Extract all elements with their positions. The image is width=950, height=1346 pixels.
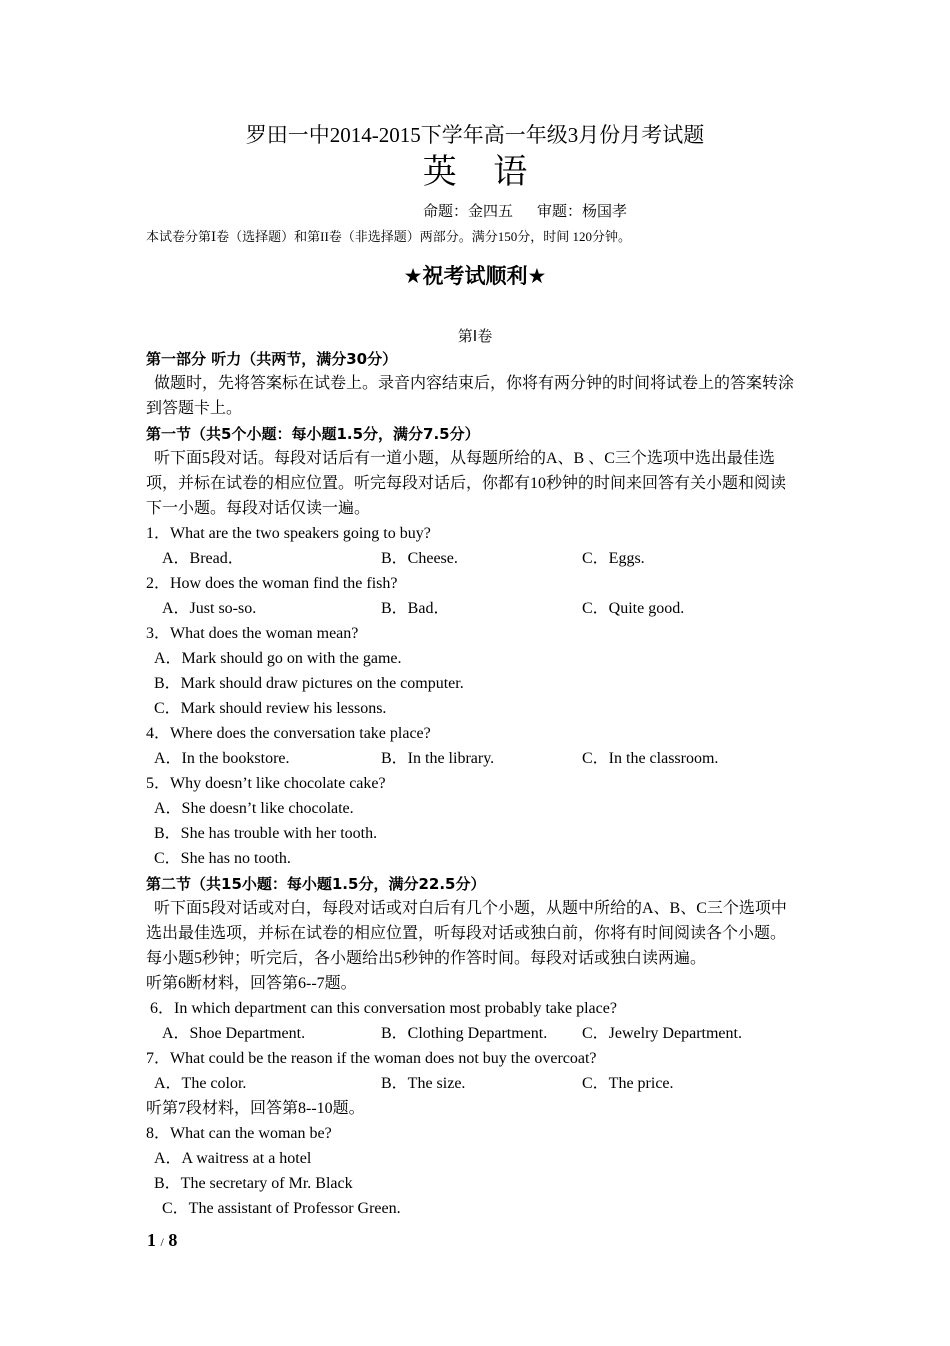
section2-intro-2: 选出最佳选项，并标在试卷的相应位置，听每段对话或独白前，你将有时间阅读各个小题。 bbox=[146, 925, 787, 942]
question-2: 2．How does the woman find the fish? bbox=[146, 575, 398, 592]
q1-option-c: C．Eggs. bbox=[582, 550, 645, 567]
subject-title: 英 语 bbox=[422, 154, 542, 191]
part1-intro-1: 做题时，先将答案标在试卷上。录音内容结束后，你将有两分钟的时间将试卷上的答案转涂 bbox=[154, 375, 795, 392]
section1-heading: 第一节（共5个小题：每小题1.5分，满分7.5分） bbox=[146, 425, 480, 443]
question-8: 8．What can the woman be? bbox=[146, 1125, 332, 1142]
q7-option-c: C．The price. bbox=[582, 1075, 674, 1092]
q4-option-c: C．In the classroom. bbox=[582, 750, 719, 767]
q6-option-a: A．Shoe Department. bbox=[162, 1025, 306, 1042]
q8-option-a: A．A waitress at a hotel bbox=[154, 1150, 312, 1167]
q8-option-c: C．The assistant of Professor Green. bbox=[162, 1200, 401, 1217]
part1-heading: 第一部分 听力（共两节，满分30分） bbox=[146, 350, 398, 368]
q1-option-a: A．Bread． bbox=[162, 550, 244, 567]
q4-option-b: B．In the library. bbox=[381, 750, 495, 767]
q5-option-c: C．She has no tooth. bbox=[154, 850, 291, 867]
question-7: 7．What could be the reason if the woman does not buy the overcoat? bbox=[146, 1050, 597, 1067]
question-4: 4．Where does the conversation take place? bbox=[146, 725, 431, 742]
authors-line bbox=[423, 200, 627, 221]
material-6-instruction: 听第6断材料，回答第6--7题。 bbox=[146, 975, 357, 992]
section1-intro-3: 下一小题。每段对话仅读一遍。 bbox=[146, 500, 371, 517]
question-1: 1．What are the two speakers going to buy? bbox=[146, 525, 431, 542]
material-7-instruction: 听第7段材料，回答第8--10题。 bbox=[146, 1100, 365, 1117]
q6-option-c: C．Jewelry Department. bbox=[582, 1025, 742, 1042]
exam-title: 罗田一中2014-2015下学年高一年级3月份月考试题 bbox=[245, 123, 705, 147]
setter: 命题：金四五 bbox=[423, 204, 514, 220]
question-6: 6．In which department can this conversation most probably take place? bbox=[150, 1000, 617, 1017]
q2-option-a: A．Just so-so. bbox=[162, 600, 257, 617]
q7-option-b: B．The size. bbox=[381, 1075, 466, 1092]
q1-option-b: B．Cheese. bbox=[381, 550, 458, 567]
q5-option-a: A．She doesn’t like chocolate. bbox=[154, 800, 354, 817]
q7-option-a: A．The color. bbox=[154, 1075, 247, 1092]
section2-intro-1: 听下面5段对话或对白，每段对话或对白后有几个小题，从题中所给的A、B、C三个选项中 bbox=[154, 900, 787, 917]
question-3: 3．What does the woman mean? bbox=[146, 625, 359, 642]
q2-option-c: C．Quite good. bbox=[582, 600, 685, 617]
q4-option-a: A．In the bookstore. bbox=[154, 750, 290, 767]
volume-heading: 第Ⅰ卷 bbox=[457, 327, 493, 345]
good-luck-banner: ★祝考试顺利★ bbox=[403, 264, 547, 288]
page-number bbox=[147, 1230, 177, 1251]
q6-option-b: B．Clothing Department. bbox=[381, 1025, 548, 1042]
q3-option-c: C．Mark should review his lessons. bbox=[154, 700, 387, 717]
q2-option-b: B．Bad． bbox=[381, 600, 450, 617]
q5-option-b: B．She has trouble with her tooth. bbox=[154, 825, 378, 842]
question-5: 5．Why doesn’t like chocolate cake? bbox=[146, 775, 386, 792]
section1-intro-2: 项，并标在试卷的相应位置。听完每段对话后，你都有10秒钟的时间来回答有关小题和阅读 bbox=[146, 475, 787, 492]
current-page: 1 bbox=[147, 1230, 156, 1250]
page-separator: / bbox=[160, 1235, 164, 1249]
section2-heading: 第二节（共15小题：每小题1.5分，满分22.5分） bbox=[146, 875, 486, 893]
q3-option-a: A．Mark should go on with the game. bbox=[154, 650, 402, 667]
q8-option-b: B．The secretary of Mr. Black bbox=[154, 1175, 353, 1192]
reviewer: 审题：杨国孝 bbox=[537, 204, 628, 220]
q3-option-b: B．Mark should draw pictures on the computer. bbox=[154, 675, 464, 692]
section1-intro-1: 听下面5段对话。每段对话后有一道小题，从每题所给的A、B 、C三个选项中选出最佳选 bbox=[154, 450, 775, 467]
total-pages: 8 bbox=[168, 1230, 178, 1250]
section2-intro-3: 每小题5秒钟；听完后，各小题给出5秒钟的作答时间。每段对话或独白读两遍。 bbox=[146, 950, 707, 967]
part1-intro-2: 到答题卡上。 bbox=[146, 400, 243, 417]
exam-note: 本试卷分第Ⅰ卷（选择题）和第II卷（非选择题）两部分。满分150分，时间 120分钟。 bbox=[146, 229, 632, 244]
